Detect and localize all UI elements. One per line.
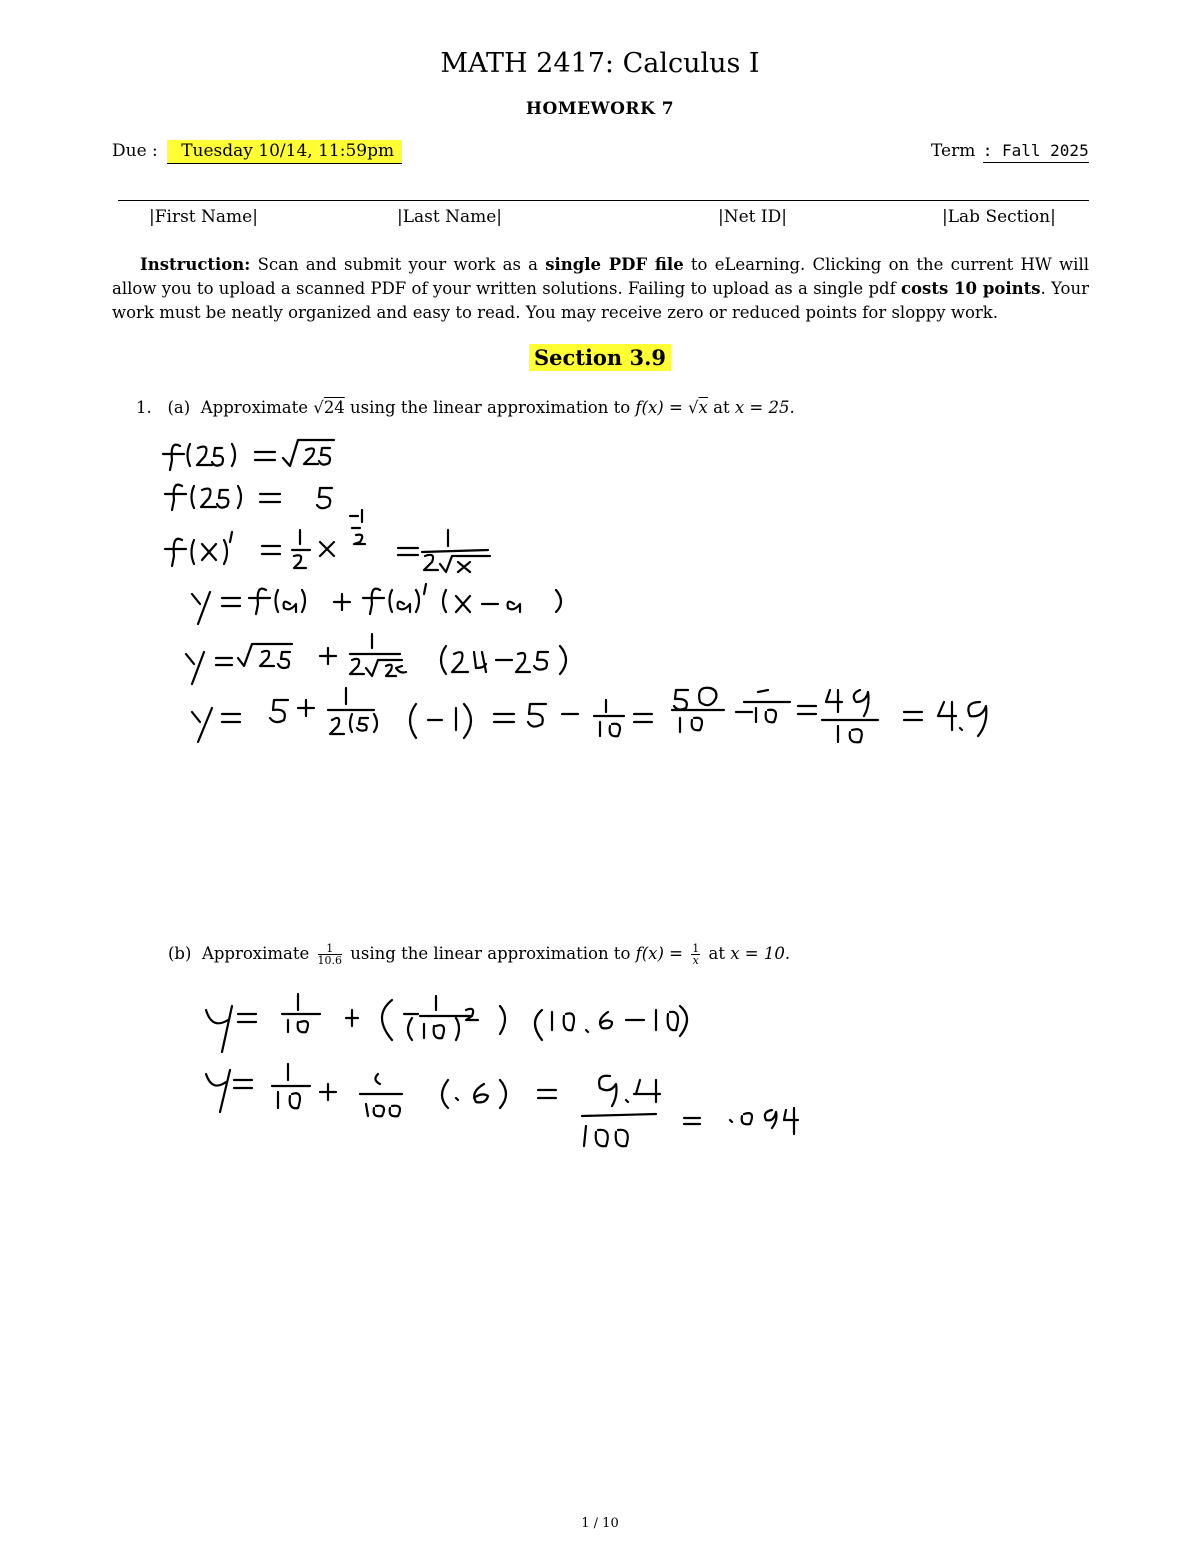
part-b-text-3: at (703, 944, 731, 963)
net-id-field: |Net ID| (718, 207, 787, 227)
last-name-field: |Last Name| (397, 207, 503, 227)
due-label: Due : (112, 141, 158, 161)
page-number: 1 / 10 (581, 1516, 619, 1531)
part-a-point: x = 25. (734, 398, 795, 417)
instruction-bold-2: costs 10 points (901, 279, 1041, 298)
part-b-function: f(x) = (635, 944, 689, 963)
page-title: MATH 2417: Calculus I (440, 48, 760, 79)
instruction-bold-1: single PDF file (545, 255, 684, 274)
lab-section-field: |Lab Section| (942, 207, 1056, 227)
part-a-function: f(x) = (635, 398, 689, 417)
problem-1a: 1. (a) Approximate √24 using the linear approximation to f(x) = √x at x = 25. (136, 398, 795, 417)
problem-number: 1. (136, 398, 152, 417)
first-name-field: |First Name| (149, 207, 258, 227)
part-a-text-2: using the linear approximation to (344, 398, 636, 417)
part-b-function-numerator: 1 (692, 942, 700, 955)
part-a-sqrt: 24 (323, 398, 345, 417)
homework-heading: HOMEWORK 7 (525, 99, 675, 119)
instruction-text-2: to eLearning. Clicking on the current HW will allow you to upload a scanned PDF of your written solutions. Failing to upload as a single pdf (112, 255, 1090, 298)
due-value: Tuesday 10/14, 11:59pm (167, 140, 402, 164)
part-a-label: (a) (167, 398, 191, 417)
instruction-text-3: . Your work must be neatly organized and easy to read. You may receive zero or reduced points for sloppy work. (112, 279, 1089, 322)
part-b-fraction-denominator: 10.6 (317, 954, 343, 967)
part-a-text-3: at (707, 398, 735, 417)
part-b-label: (b) (168, 944, 192, 963)
part-a-function-sqrt: x (698, 398, 708, 417)
part-b-fraction-numerator: 1 (318, 943, 343, 955)
part-a-text-1: Approximate (200, 398, 314, 417)
term-label: Term (931, 141, 976, 161)
section-title: Section 3.9 (529, 344, 671, 371)
instruction-text-1: Scan and submit your work as a (250, 255, 546, 274)
part-b-text-2: using the linear approximation to (345, 944, 636, 963)
part-b-text-1: Approximate (201, 944, 315, 963)
term-value: : Fall 2025 (983, 141, 1089, 163)
part-b-function-denominator: x (692, 954, 699, 967)
instruction-label: Instruction: (140, 255, 251, 274)
part-b-point: x = 10. (730, 944, 791, 963)
